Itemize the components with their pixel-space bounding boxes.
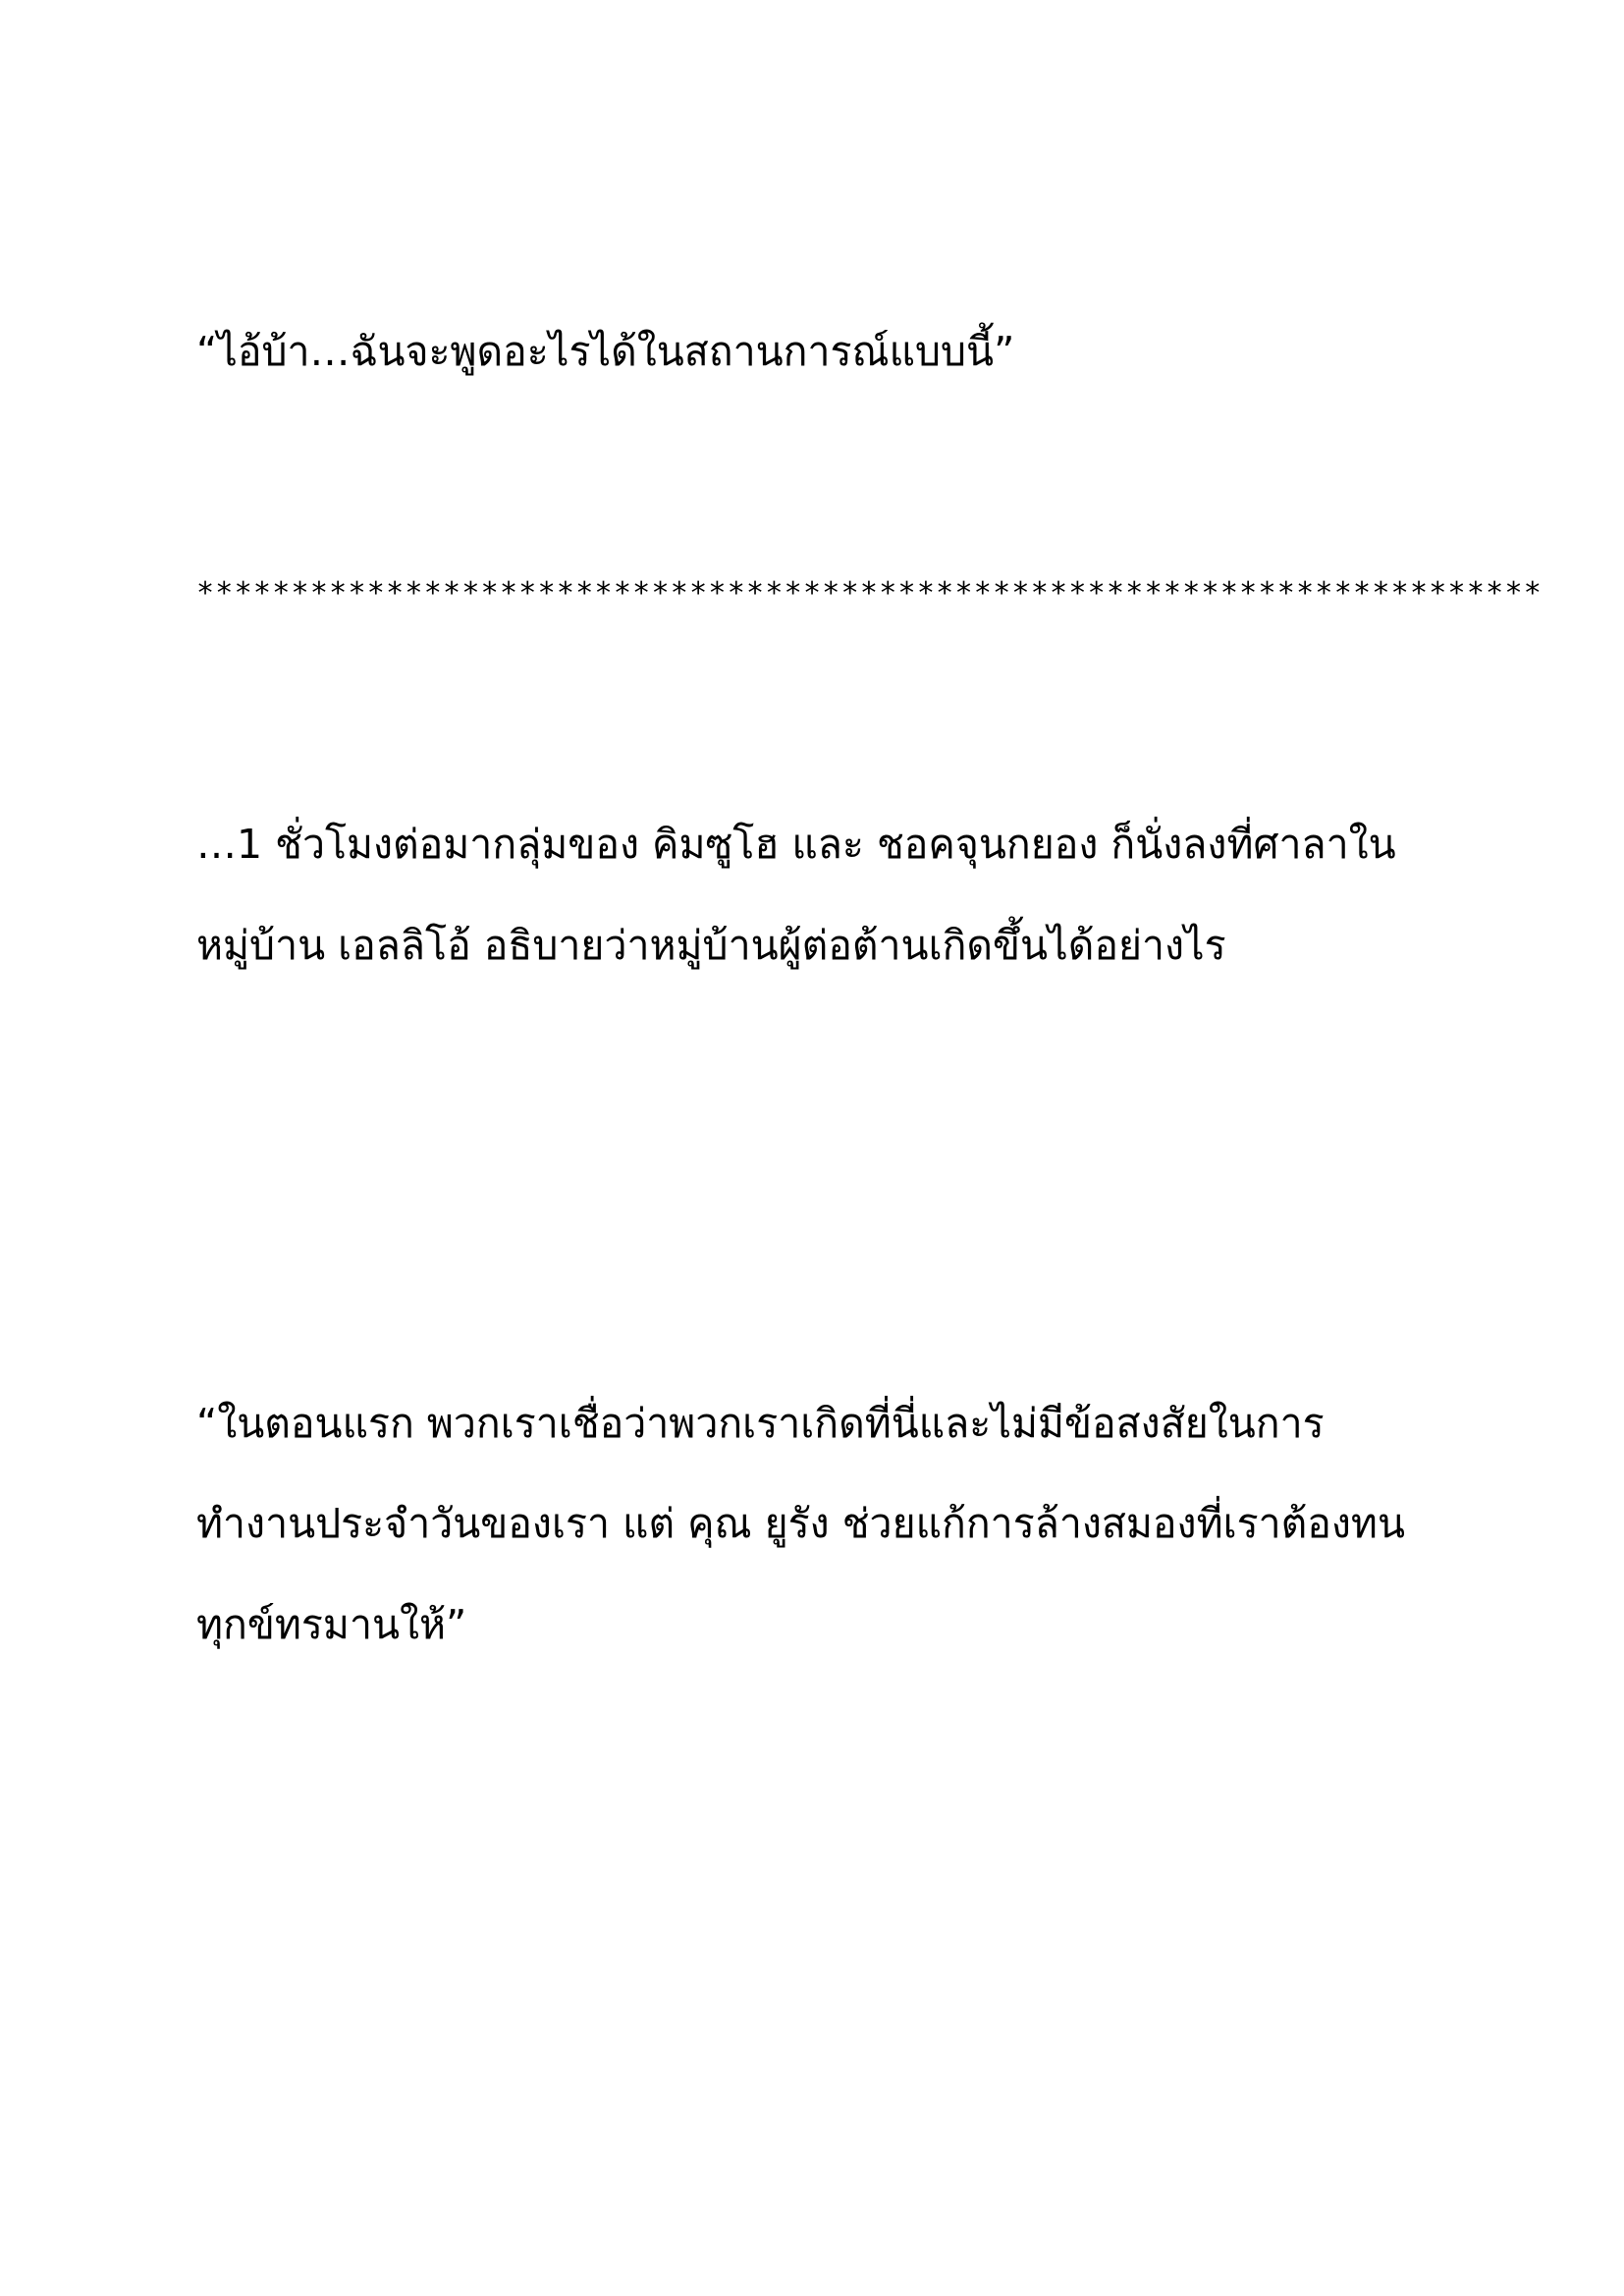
- dialogue-line: “ไอ้บ้า…ฉันจะพูดอะไรได้ในสถานการณ์แบบนี้”: [196, 328, 1015, 375]
- dialogue-line: ทำงานประจำวันของเรา แต่ คุณ ยูรัง ช่วยแก้การล้างสมองที่เราต้องทน: [196, 1500, 1405, 1547]
- narration-line: …1 ชั่วโมงต่อมากลุ่มของ คิมซูโฮ และ ชอคจุนกยอง ก็นั่งลงที่ศาลาใน: [196, 821, 1396, 868]
- dialogue-line: ทุกข์ทรมานให้”: [196, 1601, 467, 1648]
- dialogue-line: “ในตอนแรก พวกเราเชื่อว่าพวกเราเกิดที่นี่และไม่มีข้อสงสัยในการ: [196, 1400, 1325, 1447]
- scene-separator: ***********************************************************************: [196, 576, 1543, 611]
- narration-line: หมู่บ้าน เอลลิโอ้ อธิบายว่าหมู่บ้านผู้ต่อต้านเกิดขึ้นได้อย่างไร: [196, 922, 1226, 969]
